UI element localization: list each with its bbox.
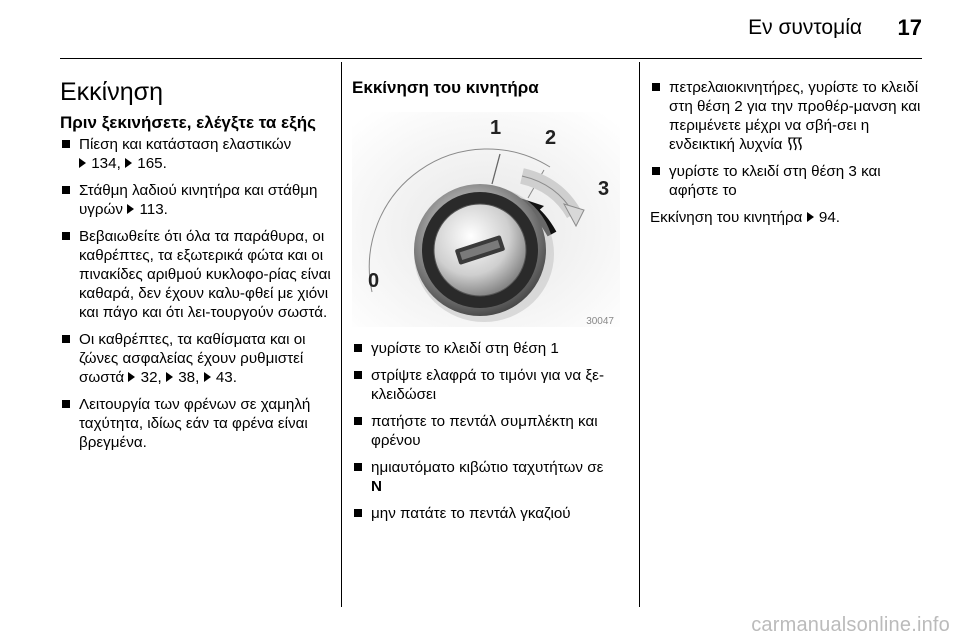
page-reference[interactable]: 134, [79,155,121,172]
page-number: 17 [897,15,922,40]
watermark: carmanualsonline.info [751,614,950,636]
checklist [60,135,335,452]
position-label-1: 1 [490,117,502,139]
gear-position-letter: N [371,478,382,495]
list-item: Βεβαιωθείτε ότι όλα τα παράθυρα, οι καθρέπτες, τα εξωτερικά φώτα και οι πινακίδες αριθμού κυκλοφο-ρίας είναι καθαρά, δεν έχουν καλυ-φθεί με χιόνι και πάγο και ότι λει-τουργούν σωστά. [60,227,335,322]
list-item: μην πατάτε το πεντάλ γκαζιού [352,504,634,523]
column-divider-2 [639,62,640,607]
page-reference[interactable]: 165. [125,155,167,172]
page-ref-arrow-icon [127,204,134,214]
list-item: Στάθμη λαδιού κινητήρα και στάθμη υγρών 113. [60,181,335,219]
page-ref-arrow-icon [125,158,132,168]
position-label-3: 3 [598,178,610,200]
list-item: Οι καθρέπτες, τα καθίσματα και οι ζώνες ασφαλείας έχουν ρυθμιστεί σωστά 32, 38, 43. [60,330,335,387]
figure-code: 30047 [586,316,614,327]
page-ref-arrow-icon [204,372,211,382]
page-header-title: Εν συντομία [748,16,862,39]
position-label-0: 0 [368,270,380,292]
glow-plug-icon [787,137,803,151]
list-item: ημιαυτόματο κιβώτιο ταχυτήτων σε N [352,458,634,496]
section-title: Εκκίνηση του κινητήρα [352,78,539,97]
column-1 [60,60,335,460]
page-ref-arrow-icon [128,372,135,382]
list-item: γυρίστε το κλειδί στη θέση 3 και αφήστε το [650,162,930,200]
cross-reference: Εκκίνηση του κινητήρα 94. [650,209,840,226]
list-item: πετρελαιοκινητήρες, γυρίστε το κλειδί στη θέση 2 για την προθέρ-μανση και περιμένετε μέχρι να σβή-σει η ενδεικτική λυχνία [650,78,930,154]
page-reference[interactable]: 94. [807,209,840,226]
start-steps-list [352,339,634,523]
position-label-2: 2 [545,127,557,149]
list-item: πατήστε το πεντάλ συμπλέκτη και φρένου [352,412,634,450]
page-ref-arrow-icon [79,158,86,168]
diesel-steps-list [650,78,930,200]
column-2 [352,60,634,531]
subsection-title: Πριν ξεκινήσετε, ελέγξτε τα εξής [60,113,316,132]
list-item: στρίψτε ελαφρά το τιμόνι για να ξε-κλειδώσει [352,366,634,404]
list-item: γυρίστε το κλειδί στη θέση 1 [352,339,634,358]
section-title: Εκκίνηση [60,78,163,106]
page-reference[interactable]: 38, [166,369,199,386]
list-item: Πίεση και κατάσταση ελαστικών 134, 165. [60,135,335,173]
column-3 [650,60,930,227]
page-ref-arrow-icon [166,372,173,382]
list-item: Λειτουργία των φρένων σε χαμηλή ταχύτητα, ιδίως εάν τα φρένα είναι βρεγμένα. [60,395,335,452]
page-reference[interactable]: 43. [204,369,237,386]
page-ref-arrow-icon [807,212,814,222]
column-divider-1 [341,62,342,607]
header-rule [60,58,922,59]
ignition-switch-illustration [352,112,620,327]
page-reference[interactable]: 113. [127,201,168,218]
page-reference[interactable]: 32, [128,369,161,386]
ignition-switch-icon [352,112,620,327]
